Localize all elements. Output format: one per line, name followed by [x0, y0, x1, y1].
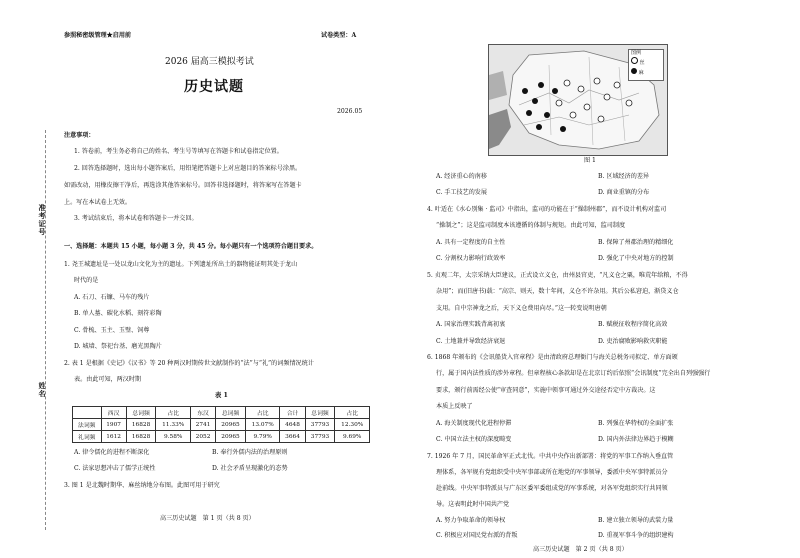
section-1-heading: 一、选择题：本题共 15 小题，每小题 3 分，共 45 分。每小题只有一个选项符合题目要求。	[64, 243, 318, 250]
q5-option-d: D. 吏治腐败影响救灾职能	[598, 338, 668, 345]
table-cell: 16828	[126, 431, 156, 443]
table-header-cell: 总词频	[305, 407, 335, 419]
table-header-row	[73, 407, 370, 419]
table-cell: 2052	[190, 431, 215, 443]
q2-stem-2: 表。由此可知，两汉时期	[74, 376, 142, 383]
q6-stem-1: 6. 1868 年颁布的《会讯船货入官章程》是由清政府总理衙门与海关总税务司拟定、单方面颁	[427, 354, 678, 361]
exam-date: 2026.05	[337, 108, 363, 115]
exam-name: 2026 届高三模拟考试	[165, 57, 254, 67]
q5-stem-1: 5. 贞观二年，太宗采纳大臣建议，正式设立义仓，由州县官吏，“凡义仓之粟，唯荒年给粮，不得	[427, 272, 688, 279]
q7-stem-3: 赴前线。中央军事特派员与广东区委军委组成党的军事系统，对各军党组织实行共同领	[436, 485, 668, 492]
table-header-cell: 合计	[280, 407, 305, 419]
table-cell: 11.33%	[156, 419, 190, 431]
word-frequency-table	[72, 406, 370, 443]
table-row	[73, 431, 370, 443]
q1-stem-1: 1. 尧王城遗址是一处以龙山文化为主的遗址。下列遗址所出土的器物能证明其处于龙山	[64, 261, 298, 268]
table-header-cell: 占比	[335, 407, 370, 419]
table-cell: 2741	[190, 419, 215, 431]
legend-silk-label: 丝	[639, 60, 645, 66]
subject-title: 历史试题	[184, 79, 244, 95]
q2-stem-1: 2. 表 1 是根据《史记》《汉书》等 20 种两汉时期传世文献制作的“法”与“礼”的词频情况统计	[64, 360, 314, 367]
table-header-cell: 东汉	[190, 407, 215, 419]
table-header-cell: 总词频	[216, 407, 246, 419]
note-line-3: 如需改动，用橡皮擦干净后，再选涂其他答案标号。回答非选择题时，将答案写在答题卡	[64, 182, 302, 189]
q4-stem-2: “操制之”；这是监司制度本该遵循的体制与规矩。由此可知，监司制度	[436, 222, 626, 229]
map-figure-1	[488, 44, 668, 156]
q7-option-b: B. 建立独立领导的武装力量	[598, 517, 674, 524]
q1-option-c: C. 骨梳、玉主、玉璧、饲尊	[74, 327, 150, 334]
table-header-cell: 总词频	[126, 407, 156, 419]
q2-option-c: C. 法家思想冲击了儒学正统性	[74, 465, 156, 472]
q6-stem-3: 要求，颁行前需经公使“审查同意”，实施中领事可通过外交途径否定中方裁决。这	[436, 387, 656, 394]
table-row	[73, 419, 370, 431]
table-header-cell: 西汉	[101, 407, 126, 419]
q6-option-b: B. 列强在华特权的全面扩张	[598, 420, 674, 427]
q6-stem-2: 行，属于国内法性质的涉外章程。但章程核心条款却是在北京订约后依照“会讯制度”完全出自列强强行	[436, 370, 711, 377]
table-cell: 3664	[280, 431, 305, 443]
open-circle-icon	[631, 57, 638, 64]
q1-option-d: D. 城墙、祭祀台基、磨光黑陶片	[74, 343, 162, 350]
q1-option-b: B. 单人墓、碳化水稻、刻符彩陶	[74, 310, 162, 317]
q5-option-a: A. 国家治理实践背离初衷	[436, 321, 506, 328]
table-header-cell: 占比	[245, 407, 279, 419]
q3-option-d: D. 商业重镇的分布	[598, 189, 650, 196]
q2-option-b: B. 奉行外儒内法的治理原则	[212, 449, 288, 456]
q2-option-d: D. 社会矛盾呈现激化的态势	[212, 465, 288, 472]
q7-option-a: A. 努力争取革命的领导权	[436, 517, 506, 524]
note-line-4: 上。写在本试卷上无效。	[64, 199, 132, 206]
table-cell: 9.79%	[245, 431, 279, 443]
table-cell: 12.30%	[335, 419, 370, 431]
table-cell: 37793	[305, 431, 335, 443]
table-cell: 9.58%	[156, 431, 190, 443]
table-header-cell	[73, 407, 102, 419]
figure-1-caption: 图 1	[584, 157, 596, 164]
table-cell: 20965	[216, 431, 246, 443]
table-header-cell: 占比	[156, 407, 190, 419]
q3-option-c: C. 手工技艺的发展	[436, 189, 487, 196]
q3-stem: 3. 图 1 是北魏时期华、麻丝纳地分布图。此图可用于研究	[64, 482, 220, 489]
q2-option-a: A. 律令儒化的进程不断深化	[74, 449, 150, 456]
table-cell: 1907	[101, 419, 126, 431]
q4-option-a: A. 具有一定程度的自主性	[436, 239, 506, 246]
legend-title: 图例	[631, 50, 642, 56]
table-1-title: 表 1	[215, 392, 228, 399]
q6-option-c: C. 中国立法主权的深度畸变	[436, 436, 512, 443]
q7-stem-2: 理体系，各军规有党组织受中央军事部或所在地党的军事领导，委派中央军事特派员分	[436, 469, 668, 476]
q5-stem-3: 支用。自中宗神龙之后，天下义仓费用向尽。”这一转变说明唐朝	[436, 305, 607, 312]
q5-option-c: C. 土地兼并导致经济衰退	[436, 338, 506, 345]
note-line-2: 2. 回答选择题时，选出每小题答案后，用铅笔把答题卡上对应题目的答案标号涂黑。	[74, 165, 302, 172]
q4-stem-1: 4. 叶适在《水心别集 · 监司》中指出，监司的功能在于“操制州郡”，而不设计机构对监司	[427, 206, 667, 213]
q1-stem-2: 时代的是	[74, 277, 99, 284]
q7-option-c: C. 积极应对国民党右派的背叛	[436, 532, 518, 539]
q7-stem-1: 7. 1926 年 7 月，国民革命军正式北伐。中共中央作出新部署：将党的军事工作纳入垂直管	[427, 453, 674, 460]
secret-level: 参照秘密级管理★启用前	[64, 32, 132, 39]
note-line-1: 1. 答卷前，考生务必将自己的姓名、考生号等填写在答题卡和试卷指定位置。	[74, 148, 283, 155]
map-legend	[628, 49, 664, 81]
table-cell: 37793	[305, 419, 335, 431]
table-cell: 16828	[126, 419, 156, 431]
name-label: 姓名	[38, 382, 47, 398]
legend-item-silk	[629, 57, 663, 68]
q5-stem-2: 杂用”；而(旧唐书)载：“高宗、则天，数十年间，义仓不许杂用。其后公私窘迫，渐贷义仓	[436, 288, 679, 295]
paper-type: 试卷类型：A	[321, 32, 357, 39]
q6-option-a: A. 海关制度现代化进程停滞	[436, 420, 512, 427]
table-cell: 礼词频	[73, 431, 102, 443]
legend-hemp-label: 麻	[638, 70, 644, 76]
page-1-footer: 高三历史试题 第 1 页（共 8 页）	[160, 515, 255, 522]
ticket-number-label: 准考证号	[38, 204, 47, 236]
q4-option-c: C. 分割权力影响行政效率	[436, 255, 506, 262]
table-cell: 20965	[216, 419, 246, 431]
q7-stem-4: 导。这表明此时中国共产党	[436, 501, 510, 508]
q6-option-d: D. 国内外法律边界趋于模糊	[598, 436, 674, 443]
notes-title: 注意事项：	[64, 132, 95, 139]
table-cell: 1612	[101, 431, 126, 443]
q4-option-d: D. 强化了中央对地方的控制	[598, 255, 674, 262]
legend-item-hemp	[629, 68, 663, 77]
q3-option-a: A. 经济重心的南移	[436, 173, 487, 180]
q1-option-a: A. 石刀、石镰、马车的残片	[74, 294, 150, 301]
q4-option-b: B. 保障了州郡治理的精细化	[598, 239, 674, 246]
table-cell: 法词频	[73, 419, 102, 431]
binding-line	[45, 130, 46, 530]
q6-stem-4: 本质上反映了	[436, 403, 473, 410]
table-cell: 9.69%	[335, 431, 370, 443]
q7-option-d: D. 重视军事斗争的组织建构	[598, 532, 674, 539]
q3-option-b: B. 区域经济的差异	[598, 173, 650, 180]
q5-option-b: B. 赋税征收程序简化高效	[598, 321, 668, 328]
filled-circle-icon	[631, 68, 637, 74]
table-cell: 13.07%	[245, 419, 279, 431]
table-cell: 4648	[280, 419, 305, 431]
page-2-footer: 高三历史试题 第 2 页（共 8 页）	[533, 546, 628, 553]
note-line-5: 3. 考试结束后，将本试卷和答题卡一并交回。	[74, 215, 198, 222]
